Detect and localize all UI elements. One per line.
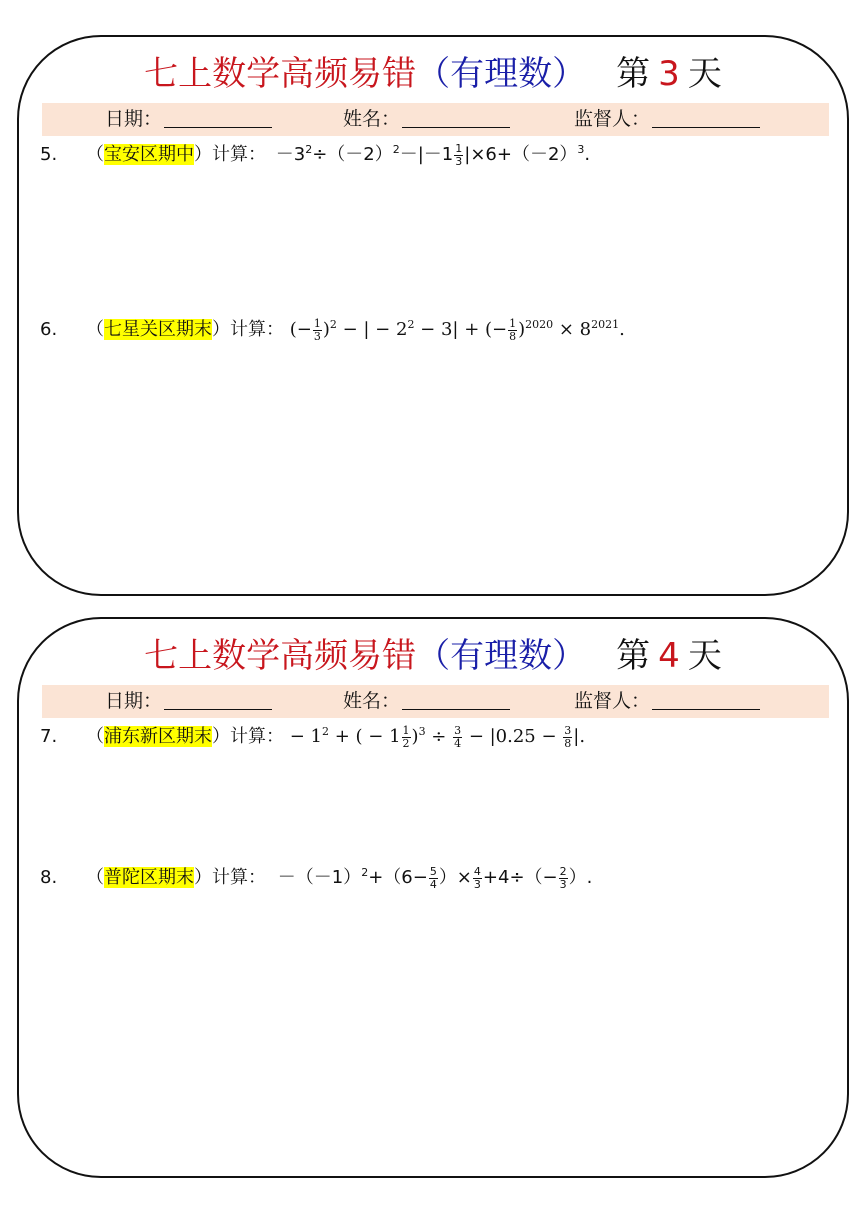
supervisor-field bbox=[574, 685, 760, 718]
date-label: 日期： bbox=[105, 108, 163, 130]
name-blank[interactable] bbox=[402, 105, 510, 128]
title-day-prefix: 第 bbox=[616, 54, 651, 94]
fraction: $\frac{1}{3}$ bbox=[313, 316, 321, 343]
name-blank[interactable] bbox=[402, 687, 510, 710]
problem-instruction: ）计算： bbox=[212, 319, 284, 340]
fraction: $\frac{4}{3}$ bbox=[473, 864, 481, 891]
title-day-number: 3 bbox=[658, 54, 680, 94]
paren-open: （ bbox=[86, 319, 104, 340]
card-title bbox=[19, 633, 847, 679]
fraction: $\frac{1}{8}$ bbox=[509, 316, 517, 343]
worksheet-card-day-3 bbox=[17, 35, 849, 596]
problem-source: 普陀区期末 bbox=[104, 867, 194, 888]
title-day-number: 4 bbox=[658, 636, 680, 676]
fraction: $\frac{1}{2}$ bbox=[402, 723, 410, 750]
problem-expression: $-(-1)^2+(6-$ $\frac{5}{4}$ ）× $\frac{4}{3}$ +4÷（− $\frac{2}{3}$ ）. bbox=[277, 864, 593, 891]
problem-number: 7. bbox=[40, 726, 58, 747]
name-field bbox=[343, 685, 510, 718]
info-bar bbox=[42, 685, 829, 718]
date-blank[interactable] bbox=[164, 687, 272, 710]
problem-instruction: ）计算： bbox=[194, 867, 266, 888]
problem-source: 浦东新区期末 bbox=[104, 726, 212, 747]
problem-7 bbox=[40, 722, 585, 752]
title-day-suffix: 天 bbox=[687, 636, 722, 676]
name-label: 姓名： bbox=[343, 690, 401, 712]
problem-6 bbox=[40, 315, 625, 345]
problem-number: 5. bbox=[40, 144, 58, 165]
supervisor-label: 监督人： bbox=[574, 690, 651, 712]
problem-instruction: ）计算： bbox=[194, 144, 266, 165]
fraction: $\frac{3}{4}$ bbox=[454, 723, 462, 750]
title-main: 七上数学高频易错 bbox=[144, 54, 417, 94]
problem-8 bbox=[40, 863, 592, 893]
title-topic: （有理数） bbox=[416, 54, 587, 94]
title-main: 七上数学高频易错 bbox=[144, 636, 417, 676]
name-label: 姓名： bbox=[343, 108, 401, 130]
supervisor-label: 监督人： bbox=[574, 108, 651, 130]
problem-number: 8. bbox=[40, 867, 58, 888]
problem-number: 6. bbox=[40, 319, 58, 340]
info-bar bbox=[42, 103, 829, 136]
supervisor-field bbox=[574, 103, 760, 136]
title-day-prefix: 第 bbox=[616, 636, 651, 676]
problem-instruction: ）计算： bbox=[212, 726, 284, 747]
paren-open: （ bbox=[86, 726, 104, 747]
title-day-suffix: 天 bbox=[687, 54, 722, 94]
supervisor-blank[interactable] bbox=[652, 105, 760, 128]
problem-source: 七星关区期末 bbox=[104, 319, 212, 340]
date-blank[interactable] bbox=[164, 105, 272, 128]
name-field bbox=[343, 103, 510, 136]
problem-expression: (− $\frac{1}{3}$ )$^2$ − | − $2^2 - 3|$ + (− $\frac{1}{8}$ )$^{2020} \times 8^{2021}$. bbox=[289, 316, 625, 343]
fraction: $\frac{1}{3}$ bbox=[455, 141, 463, 168]
worksheet-card-day-4 bbox=[17, 617, 849, 1178]
card-title bbox=[19, 51, 847, 97]
fraction: $\frac{2}{3}$ bbox=[559, 864, 567, 891]
fraction: $\frac{5}{4}$ bbox=[429, 864, 437, 891]
date-field bbox=[105, 103, 272, 136]
paren-open: （ bbox=[86, 144, 104, 165]
problem-source: 宝安区期中 bbox=[104, 144, 194, 165]
paren-open: （ bbox=[86, 867, 104, 888]
problem-expression: − $1^2$ + ( − 1 $\frac{1}{2}$ )$^3$ ÷ $\frac{3}{4}$ − |0.25 − $\frac{3}{8}$ |. bbox=[289, 723, 586, 750]
problem-expression: $-3^2\div(-2)^2-|-1$ $\frac{1}{3}$ $|\times 6+(-2)^3$. bbox=[275, 141, 591, 168]
date-field bbox=[105, 685, 272, 718]
title-topic: （有理数） bbox=[416, 636, 587, 676]
supervisor-blank[interactable] bbox=[652, 687, 760, 710]
fraction: $\frac{3}{8}$ bbox=[564, 723, 572, 750]
date-label: 日期： bbox=[105, 690, 163, 712]
problem-5 bbox=[40, 140, 590, 170]
